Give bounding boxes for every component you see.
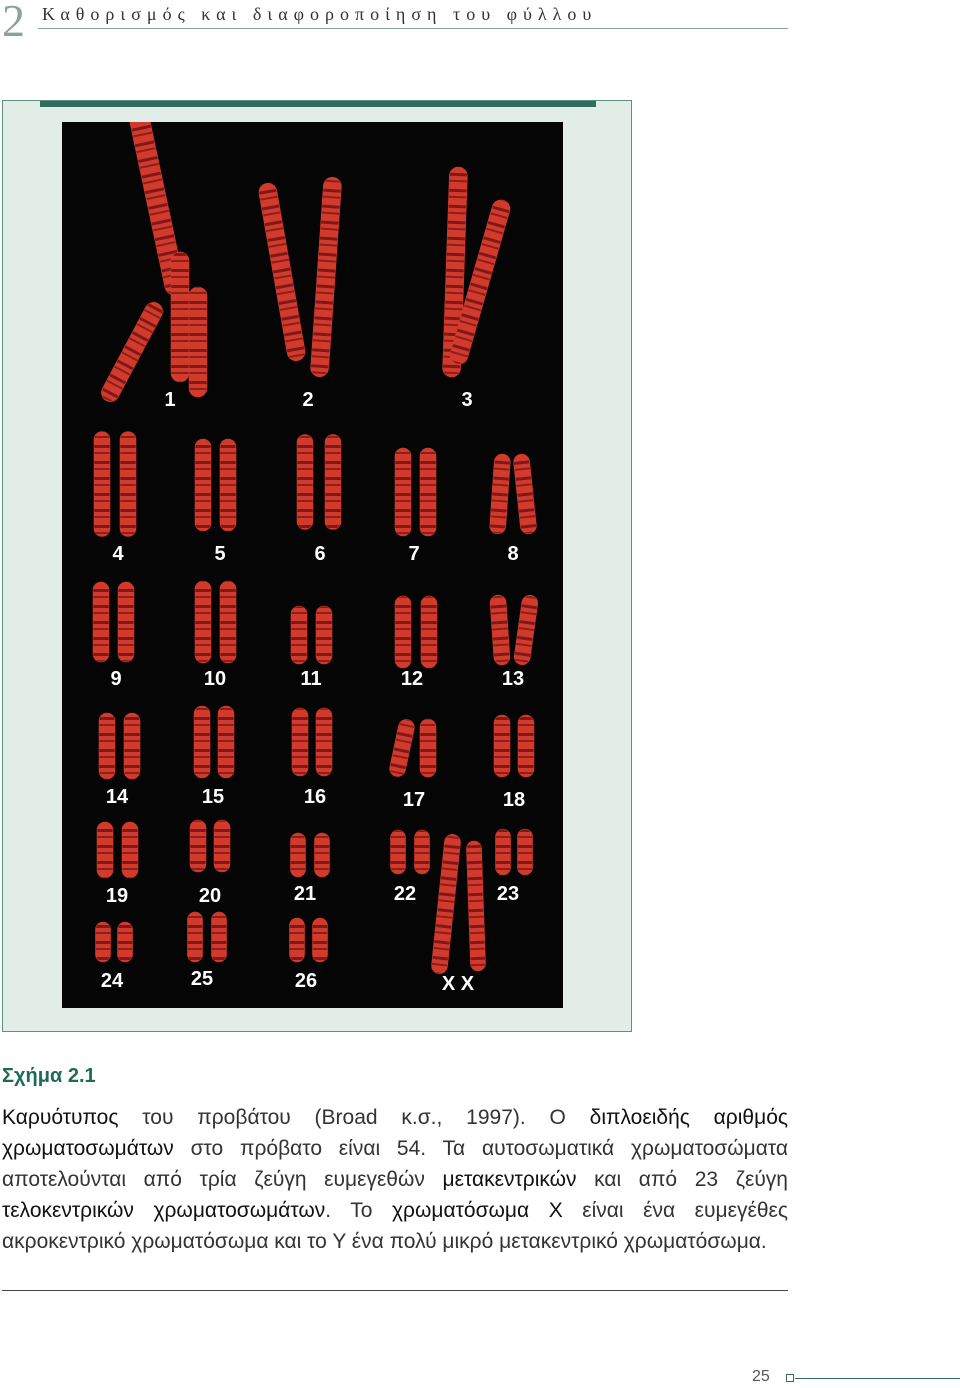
chromosome xyxy=(118,922,133,962)
chromosome xyxy=(292,708,308,776)
figure-caption-label: Σχήμα 2.1 xyxy=(2,1065,96,1087)
figure-caption-text xyxy=(2,1102,788,1257)
page-number: 25 xyxy=(752,1368,770,1385)
chromosome xyxy=(220,581,236,663)
chromosome xyxy=(297,435,313,530)
chromosome xyxy=(291,606,307,664)
chromosome xyxy=(99,713,115,779)
chromosome xyxy=(313,918,328,962)
label-22: 22 xyxy=(393,883,417,905)
chromosome xyxy=(420,448,436,536)
chromosome xyxy=(316,606,332,664)
label-10: 10 xyxy=(203,668,227,690)
caption-segment: και από 23 ζεύγη xyxy=(576,1168,788,1191)
chromosome xyxy=(496,829,511,875)
chromosome xyxy=(218,706,234,778)
label-21: 21 xyxy=(293,883,317,905)
caption-segment: του προβάτου (Broad κ.σ., 1997). Ο xyxy=(118,1106,590,1129)
label-17: 17 xyxy=(402,789,426,811)
label-xx: X X xyxy=(441,973,475,995)
chromosome xyxy=(190,820,206,872)
chromosome xyxy=(93,582,109,662)
label-1: 1 xyxy=(164,389,176,411)
chromosome xyxy=(325,435,341,530)
caption-segment: . Το xyxy=(325,1199,392,1222)
chromosome xyxy=(214,820,230,872)
label-7: 7 xyxy=(408,543,420,565)
label-18: 18 xyxy=(502,789,526,811)
chromosome xyxy=(194,706,210,778)
chromosome xyxy=(171,252,189,382)
chromosome xyxy=(395,448,411,536)
chromosome xyxy=(195,439,211,531)
figure-top-bar xyxy=(40,101,596,107)
chromosome xyxy=(415,830,430,874)
chromosome xyxy=(518,715,534,777)
chromosome xyxy=(96,922,111,962)
chromosome xyxy=(97,822,113,878)
label-23: 23 xyxy=(496,883,520,905)
chromosome xyxy=(391,830,406,874)
chromosome xyxy=(118,582,134,662)
chromosome xyxy=(290,918,305,962)
label-26: 26 xyxy=(294,970,318,992)
chromosome xyxy=(189,287,207,397)
chromosome xyxy=(316,708,332,776)
label-25: 25 xyxy=(190,968,214,990)
chromosome xyxy=(420,719,436,777)
chromosome xyxy=(220,439,236,531)
footer-marker xyxy=(786,1374,794,1382)
chromosome xyxy=(120,432,136,537)
caption-segment: είναι ένα ευμεγέθες ακροκεντρικό χρωματόσωμα και το Υ ένα πολύ μικρό μετακεντρικό χρωματόσωμα. xyxy=(2,1199,788,1253)
chromosome xyxy=(122,822,138,878)
chromosome xyxy=(494,715,510,777)
karyotype-photo xyxy=(62,122,563,1008)
label-14: 14 xyxy=(105,786,129,808)
term-metacentric: μετακεντρικών xyxy=(442,1168,577,1191)
label-16: 16 xyxy=(303,786,327,808)
chromosome xyxy=(212,912,227,962)
chromosome xyxy=(421,596,437,668)
label-13: 13 xyxy=(501,668,525,690)
label-5: 5 xyxy=(214,543,226,565)
term-karyotype: Καρυότυπος xyxy=(2,1106,119,1129)
label-8: 8 xyxy=(507,543,519,565)
label-6: 6 xyxy=(314,543,326,565)
header-rule xyxy=(38,28,788,29)
chromosome xyxy=(188,912,203,962)
chromosome xyxy=(195,581,211,663)
label-15: 15 xyxy=(201,786,225,808)
label-4: 4 xyxy=(112,543,124,565)
term-diploid-number: διπλοειδής αριθμός χρωματοσωμάτων xyxy=(2,1106,788,1160)
footer-rule xyxy=(795,1378,960,1379)
label-12: 12 xyxy=(400,668,424,690)
chapter-number: 2 xyxy=(2,0,25,46)
label-3: 3 xyxy=(461,389,473,411)
caption-rule xyxy=(2,1290,788,1291)
chromosome xyxy=(315,833,330,877)
chromosome xyxy=(94,432,110,537)
term-telocentric: τελοκεντρικών χρωματοσωμάτων xyxy=(2,1199,326,1222)
term-x-chromosome: χρωματόσωμα Χ xyxy=(391,1199,563,1222)
chapter-title: Καθορισμός και διαφοροποίηση του φύλλου xyxy=(42,4,598,24)
label-11: 11 xyxy=(300,668,322,690)
chromosome xyxy=(291,833,306,877)
label-2: 2 xyxy=(302,389,314,411)
chromosome xyxy=(124,713,140,779)
label-24: 24 xyxy=(100,970,124,992)
label-20: 20 xyxy=(198,885,222,907)
label-19: 19 xyxy=(105,885,129,907)
chromosome xyxy=(518,829,533,875)
label-9: 9 xyxy=(110,668,122,690)
chromosome xyxy=(395,596,411,668)
caption-segment: στο πρόβατο είναι 54. Τα αυτοσωματικά χρωματοσώματα αποτελούνται από τρία ζεύγη ευμεγεθών xyxy=(2,1137,788,1191)
